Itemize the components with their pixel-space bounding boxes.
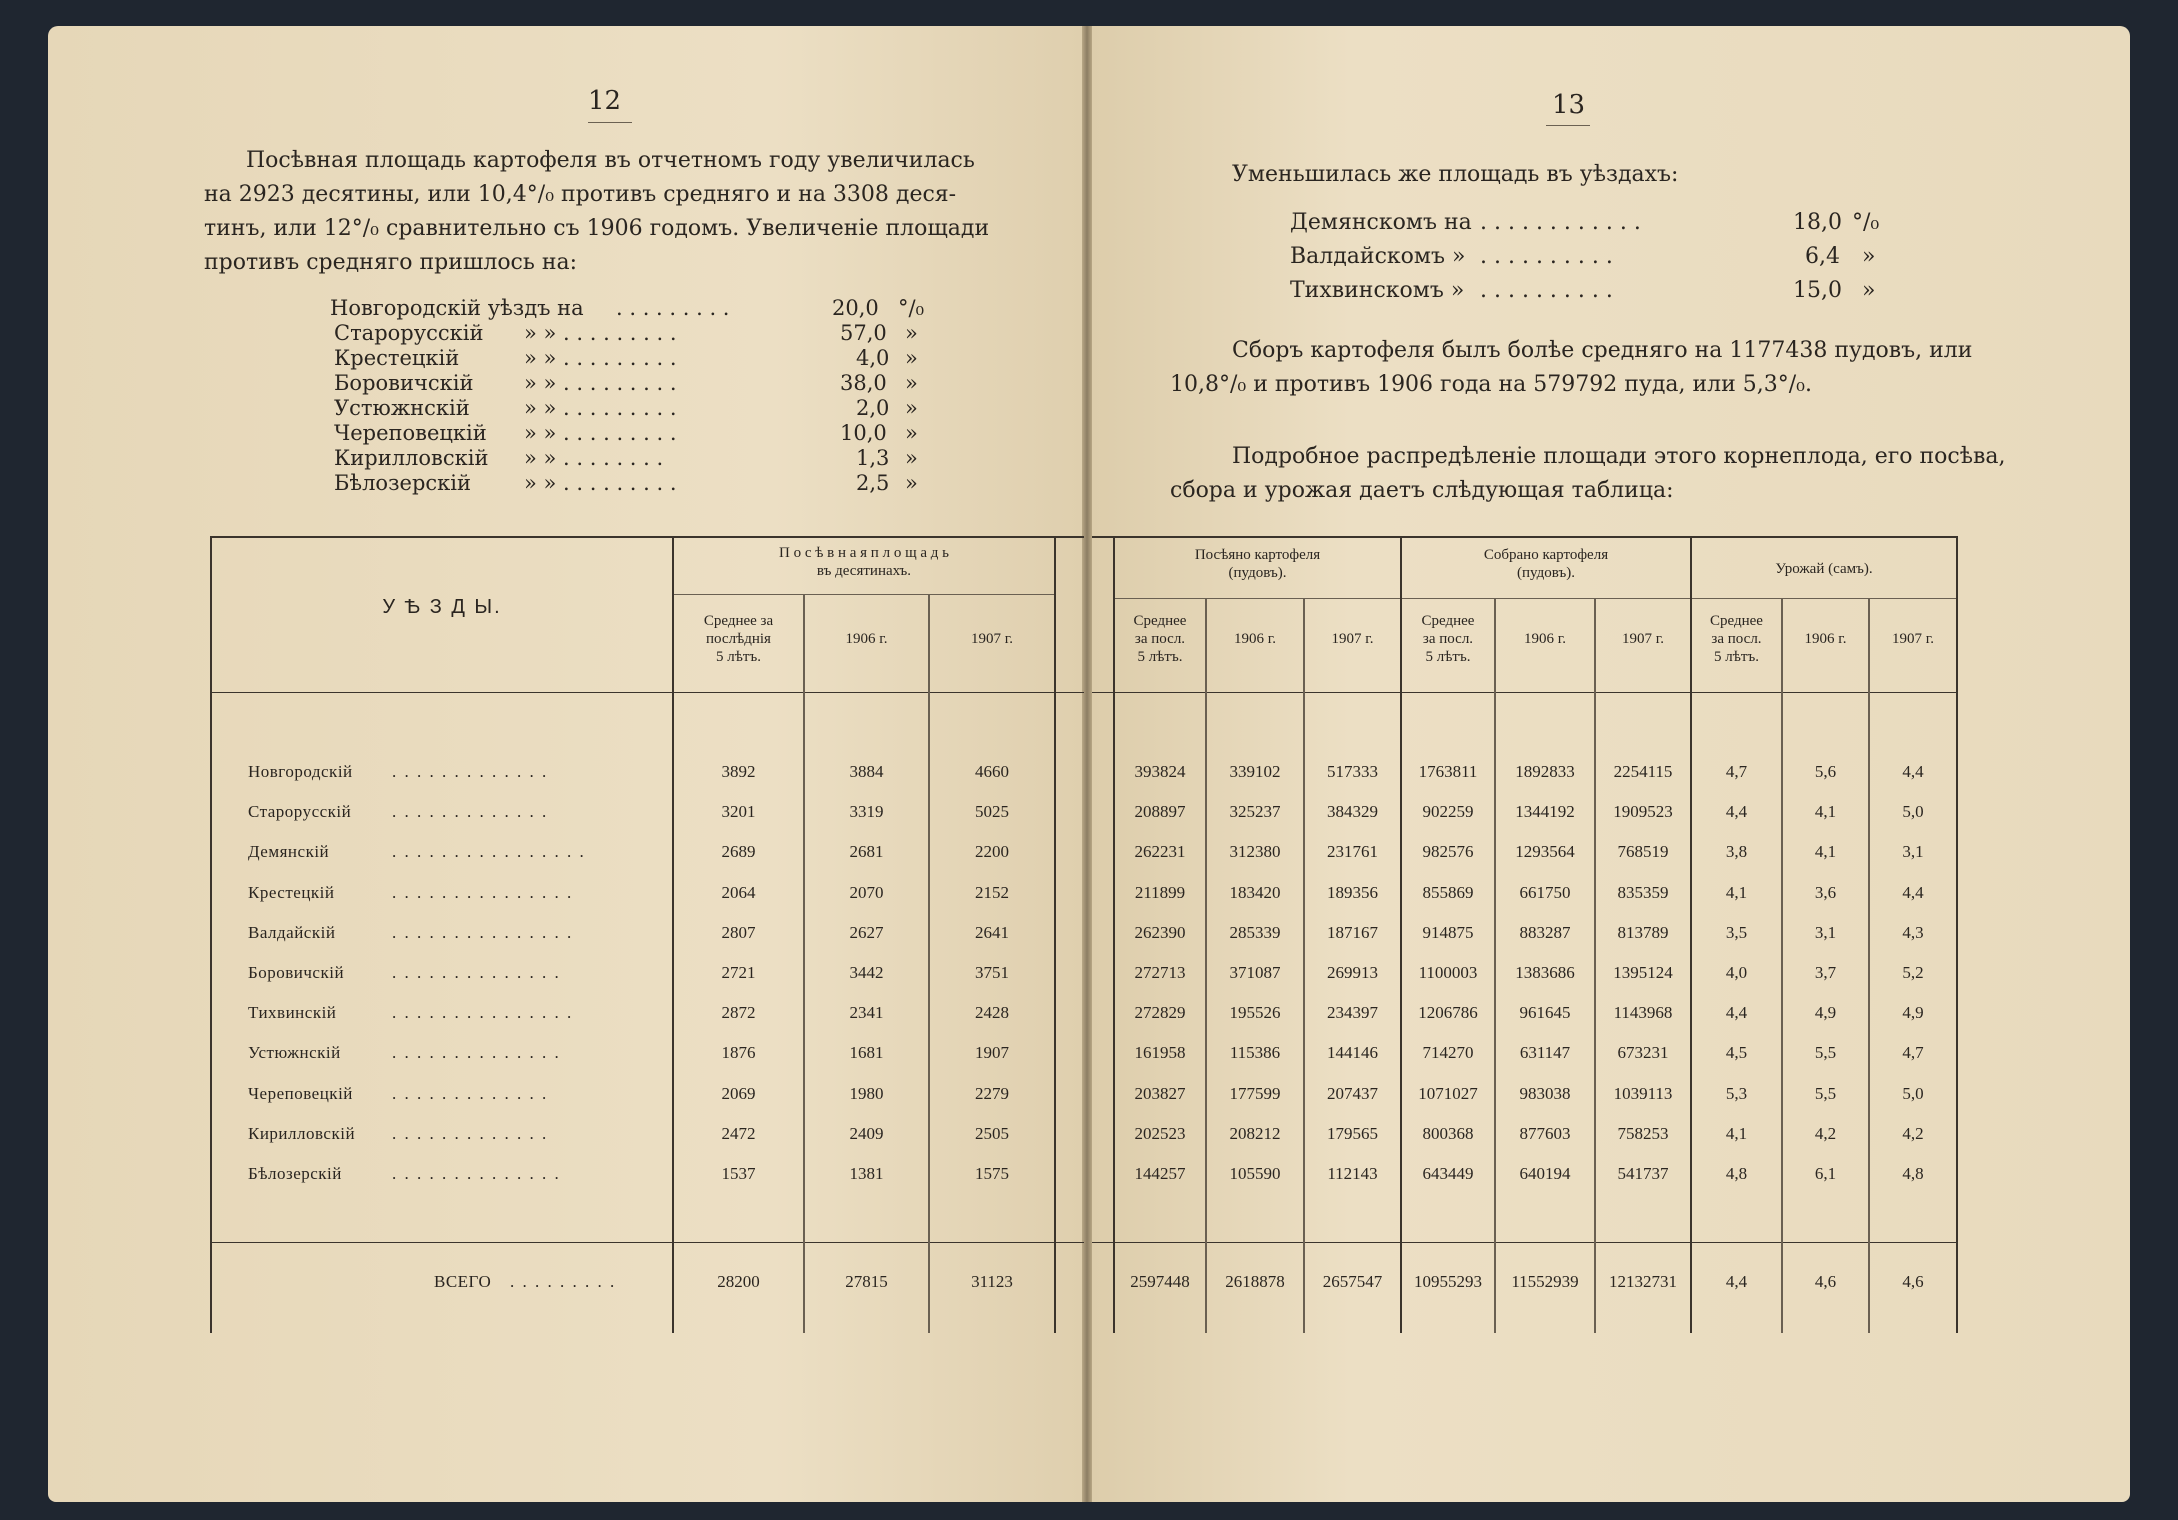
- table-cell: 2657547: [1322, 1272, 1383, 1291]
- table-cell: 1907: [975, 1043, 1009, 1062]
- table-cell: 2681: [849, 842, 884, 861]
- leader-dots: . . . . . . . . . . . . . . .: [392, 923, 574, 942]
- table-cell: 3442: [849, 963, 884, 982]
- table-cell: 3884: [849, 762, 884, 781]
- table-cell: 4,4: [1725, 802, 1748, 821]
- table-cell: 855869: [1422, 883, 1474, 902]
- column-header: 1906 г.: [845, 631, 888, 647]
- paragraph-line: тинъ, или 12°/₀ сравнительно съ 1906 годомъ. Увеличеніе площади: [204, 216, 990, 241]
- table-cell: 5,5: [1814, 1084, 1837, 1103]
- table-cell: 961645: [1519, 1003, 1571, 1022]
- table-cell: 3,7: [1814, 963, 1837, 982]
- district-name: Новгородскій: [248, 762, 353, 781]
- table-cell: 1143968: [1613, 1003, 1673, 1022]
- paragraph-line: на 2923 десятины, или 10,4°/₀ противъ средняго и на 3308 деся-: [204, 182, 957, 207]
- district-name: Тихвинскій: [248, 1003, 337, 1022]
- table-cell: 272829: [1134, 1003, 1186, 1022]
- table-cell: 631147: [1519, 1043, 1571, 1062]
- table-cell: 3,6: [1814, 883, 1837, 902]
- table-cell: 673231: [1617, 1043, 1669, 1062]
- table-cell: 1681: [849, 1043, 884, 1062]
- column-header: 1907 г.: [971, 631, 1013, 647]
- table-cell: 2597448: [1130, 1272, 1190, 1291]
- group-header: Собрано картофеля (пудовъ).: [1483, 547, 1609, 581]
- table-cell: 3319: [849, 802, 884, 821]
- leader-dots: . . . . . . . . . . . . .: [392, 1084, 549, 1103]
- column-header: Среднее за посл. 5 лѣтъ.: [1710, 613, 1763, 665]
- table-cell: 2279: [975, 1084, 1009, 1103]
- table-cell: 312380: [1229, 842, 1281, 861]
- table-cell: 5,0: [1902, 802, 1924, 821]
- table-cell: 3,1: [1902, 842, 1924, 861]
- district-name: Кирилловскій: [248, 1124, 356, 1143]
- paragraph-line: Посѣвная площадь картофеля въ отчетномъ году увеличилась: [246, 148, 975, 173]
- table-cell: 4,4: [1902, 883, 1924, 902]
- table-cell: 2254115: [1613, 762, 1673, 781]
- table-cell: 208212: [1229, 1124, 1281, 1143]
- table-cell: 1344192: [1515, 802, 1575, 821]
- table-cell: 4,1: [1814, 802, 1837, 821]
- table-cell: 4,8: [1725, 1164, 1748, 1183]
- table-cell: 1537: [721, 1164, 756, 1183]
- district-header: У Ѣ З Д Ы.: [382, 596, 502, 618]
- column-header: 1907 г.: [1331, 631, 1374, 647]
- table-cell: 4,7: [1725, 762, 1748, 781]
- table-cell: 1980: [849, 1084, 884, 1103]
- table-cell: 4,1: [1725, 883, 1748, 902]
- district-name: Демянскій: [248, 842, 330, 861]
- page-number-left: 12: [588, 86, 622, 116]
- book-gutter: [1082, 26, 1092, 1502]
- page-number-rule: [588, 122, 632, 123]
- table-cell: 179565: [1327, 1124, 1378, 1143]
- column-header: 1906 г.: [1524, 631, 1566, 647]
- table-cell: 3201: [721, 802, 756, 821]
- district-name: Крестецкій: [248, 883, 335, 902]
- table-cell: 4,4: [1725, 1003, 1748, 1022]
- table-cell: 28200: [717, 1272, 760, 1291]
- table-cell: 4,0: [1725, 963, 1748, 982]
- table-cell: 517333: [1327, 762, 1378, 781]
- leader-dots: . . . . . . . . . . . . . . .: [392, 883, 574, 902]
- table-cell: 2200: [975, 842, 1009, 861]
- table-cell: 161958: [1134, 1043, 1186, 1062]
- table-cell: 234397: [1327, 1003, 1378, 1022]
- table-cell: 883287: [1519, 923, 1571, 942]
- table-cell: 4,4: [1725, 1272, 1748, 1291]
- table-cell: 269913: [1327, 963, 1378, 982]
- table-cell: 4,5: [1725, 1043, 1748, 1062]
- table-cell: 1293564: [1515, 842, 1575, 861]
- table-cell: 5,6: [1814, 762, 1837, 781]
- table-cell: 5025: [975, 802, 1009, 821]
- harvest-line: Сборъ картофеля былъ болѣе средняго на 1177438 пудовъ, или: [1232, 338, 1973, 363]
- table-cell: 231761: [1327, 842, 1378, 861]
- table-cell: 177599: [1229, 1084, 1281, 1103]
- page-number-right: 13: [1552, 90, 1586, 120]
- district-name: Бѣлозерскій: [248, 1164, 342, 1183]
- table-cell: 877603: [1519, 1124, 1571, 1143]
- table-cell: 4,7: [1902, 1043, 1924, 1062]
- table-cell: 5,5: [1814, 1043, 1837, 1062]
- district-name: Валдайскій: [248, 923, 336, 942]
- table-cell: 2152: [975, 883, 1009, 902]
- leader-dots: . . . . . . . . . . . . .: [392, 1124, 549, 1143]
- table-cell: 208897: [1134, 802, 1186, 821]
- table-cell: 758253: [1617, 1124, 1669, 1143]
- table-cell: 325237: [1229, 802, 1281, 821]
- district-name: Старорусскій: [248, 802, 352, 821]
- table-cell: 983038: [1519, 1084, 1571, 1103]
- table-cell: 1876: [721, 1043, 756, 1062]
- table-cell: 339102: [1229, 762, 1281, 781]
- district-name: Устюжнскій: [248, 1043, 341, 1062]
- paragraph-line: противъ средняго пришлось на:: [204, 250, 578, 275]
- table-cell: 5,0: [1902, 1084, 1924, 1103]
- table-cell: 4,4: [1902, 762, 1924, 781]
- leader-dots: . . . . . . . . . . . . . .: [392, 963, 561, 982]
- table-cell: 982576: [1422, 842, 1474, 861]
- table-cell: 5,3: [1725, 1084, 1748, 1103]
- table-cell: 1909523: [1613, 802, 1673, 821]
- leader-dots: . . . . . . . . . . . . . . .: [392, 1003, 574, 1022]
- table-cell: 27815: [845, 1272, 888, 1291]
- table-intro-line: сбора и урожая даетъ слѣдующая таблица:: [1170, 478, 1674, 503]
- column-header: 1907 г.: [1622, 631, 1664, 647]
- table-cell: 813789: [1617, 923, 1669, 942]
- table-cell: 1100003: [1418, 963, 1478, 982]
- table-cell: 2641: [975, 923, 1009, 942]
- table-cell: 12132731: [1609, 1272, 1677, 1291]
- table-cell: 4,1: [1814, 842, 1837, 861]
- table-cell: 800368: [1422, 1124, 1474, 1143]
- table-cell: 1383686: [1515, 963, 1575, 982]
- table-cell: 835359: [1617, 883, 1669, 902]
- table-cell: 11552939: [1511, 1272, 1579, 1291]
- table-cell: 6,1: [1814, 1164, 1837, 1183]
- table-cell: 207437: [1327, 1084, 1378, 1103]
- table-cell: 262231: [1134, 842, 1186, 861]
- table-cell: 902259: [1422, 802, 1474, 821]
- table-cell: 4660: [975, 762, 1009, 781]
- group-header: Посѣяно картофеля (пудовъ).: [1194, 547, 1321, 581]
- column-header: 1906 г.: [1234, 631, 1276, 647]
- table-cell: 187167: [1327, 923, 1378, 942]
- table-cell: 393824: [1134, 762, 1186, 781]
- table-cell: 4,8: [1902, 1164, 1924, 1183]
- table-cell: 195526: [1229, 1003, 1281, 1022]
- table-cell: 2070: [849, 883, 884, 902]
- district-name: Череповецкій: [248, 1084, 353, 1103]
- table-cell: 1892833: [1515, 762, 1575, 781]
- table-cell: 1206786: [1418, 1003, 1478, 1022]
- table-cell: 3,8: [1725, 842, 1748, 861]
- table-cell: 2721: [721, 963, 756, 982]
- table-cell: 4,2: [1902, 1124, 1924, 1143]
- table-cell: 914875: [1422, 923, 1474, 942]
- table-cell: 2409: [849, 1124, 884, 1143]
- table-cell: 4,1: [1725, 1124, 1748, 1143]
- district-name: ВСЕГО: [434, 1272, 492, 1291]
- table-intro-line: Подробное распредѣленіе площади этого корнеплода, его посѣва,: [1232, 444, 2006, 469]
- table-cell: 3,5: [1725, 923, 1748, 942]
- table-cell: 203827: [1134, 1084, 1186, 1103]
- table-cell: 2064: [721, 883, 756, 902]
- table-cell: 112143: [1327, 1164, 1378, 1183]
- table-cell: 3,1: [1814, 923, 1837, 942]
- table-cell: 371087: [1229, 963, 1281, 982]
- harvest-line: 10,8°/₀ и противъ 1906 года на 579792 пуда, или 5,3°/₀.: [1170, 372, 1812, 397]
- leader-dots: . . . . . . . . . . . . .: [392, 802, 549, 821]
- table-cell: 2069: [721, 1084, 756, 1103]
- table-cell: 4,6: [1902, 1272, 1924, 1291]
- table-cell: 4,2: [1814, 1124, 1837, 1143]
- table-cell: 768519: [1617, 842, 1669, 861]
- table-cell: 189356: [1327, 883, 1378, 902]
- table-cell: 1575: [975, 1164, 1009, 1183]
- table-cell: 285339: [1229, 923, 1281, 942]
- table-cell: 1039113: [1613, 1084, 1673, 1103]
- table-cell: 4,3: [1902, 923, 1924, 942]
- table-cell: 4,9: [1902, 1003, 1924, 1022]
- table-cell: 1381: [849, 1164, 884, 1183]
- table-cell: 144146: [1327, 1043, 1378, 1062]
- decrease-intro: Уменьшилась же площадь въ уѣздахъ:: [1232, 162, 1679, 187]
- table-cell: 202523: [1134, 1124, 1186, 1143]
- group-header: Урожай (самъ).: [1775, 561, 1873, 577]
- column-header: Среднее за посл. 5 лѣтъ.: [1133, 613, 1187, 665]
- table-cell: 272713: [1134, 963, 1186, 982]
- table-cell: 3892: [721, 762, 756, 781]
- table-cell: 1763811: [1418, 762, 1478, 781]
- table-cell: 714270: [1422, 1043, 1474, 1062]
- group-header: П о с ѣ в н а я п л о щ а д ь въ десятинахъ.: [779, 545, 949, 579]
- leader-dots: . . . . . . . . . . . . . . . .: [392, 842, 586, 861]
- table-cell: 2341: [849, 1003, 884, 1022]
- table-cell: 640194: [1519, 1164, 1571, 1183]
- table-cell: 1395124: [1613, 963, 1673, 982]
- table-cell: 643449: [1422, 1164, 1474, 1183]
- page-number-rule: [1546, 125, 1590, 126]
- table-cell: 2689: [721, 842, 756, 861]
- leader-dots: . . . . . . . . . . . . . .: [392, 1164, 561, 1183]
- table-cell: 2807: [721, 923, 756, 942]
- column-header: 1907 г.: [1892, 631, 1934, 647]
- leader-dots: . . . . . . . . . . . . . .: [392, 1043, 561, 1062]
- table-cell: 211899: [1134, 883, 1186, 902]
- table-cell: 541737: [1617, 1164, 1669, 1183]
- table-cell: 2472: [721, 1124, 756, 1143]
- column-header: Среднее за послѣднія 5 лѣтъ.: [703, 613, 774, 665]
- table-cell: 4,9: [1814, 1003, 1837, 1022]
- table-cell: 183420: [1229, 883, 1281, 902]
- district-name: Боровичскій: [248, 963, 345, 982]
- table-cell: 115386: [1229, 1043, 1281, 1062]
- table-cell: 105590: [1229, 1164, 1281, 1183]
- table-cell: 2872: [721, 1003, 756, 1022]
- column-header: Среднее за посл. 5 лѣтъ.: [1421, 613, 1475, 665]
- table-cell: 661750: [1519, 883, 1571, 902]
- table-cell: 3751: [975, 963, 1009, 982]
- leader-dots: . . . . . . . . .: [510, 1272, 617, 1291]
- table-cell: 5,2: [1902, 963, 1924, 982]
- table-cell: 4,6: [1814, 1272, 1837, 1291]
- table-cell: 10955293: [1414, 1272, 1482, 1291]
- table-cell: 2618878: [1225, 1272, 1285, 1291]
- table-cell: 1071027: [1418, 1084, 1478, 1103]
- table-cell: 31123: [971, 1272, 1013, 1291]
- table-cell: 2505: [975, 1124, 1009, 1143]
- table-cell: 262390: [1134, 923, 1186, 942]
- table-cell: 144257: [1134, 1164, 1186, 1183]
- leader-dots: . . . . . . . . . . . . .: [392, 762, 549, 781]
- table-cell: 2428: [975, 1003, 1009, 1022]
- table-cell: 2627: [849, 923, 884, 942]
- table-cell: 384329: [1327, 802, 1378, 821]
- column-header: 1906 г.: [1804, 631, 1847, 647]
